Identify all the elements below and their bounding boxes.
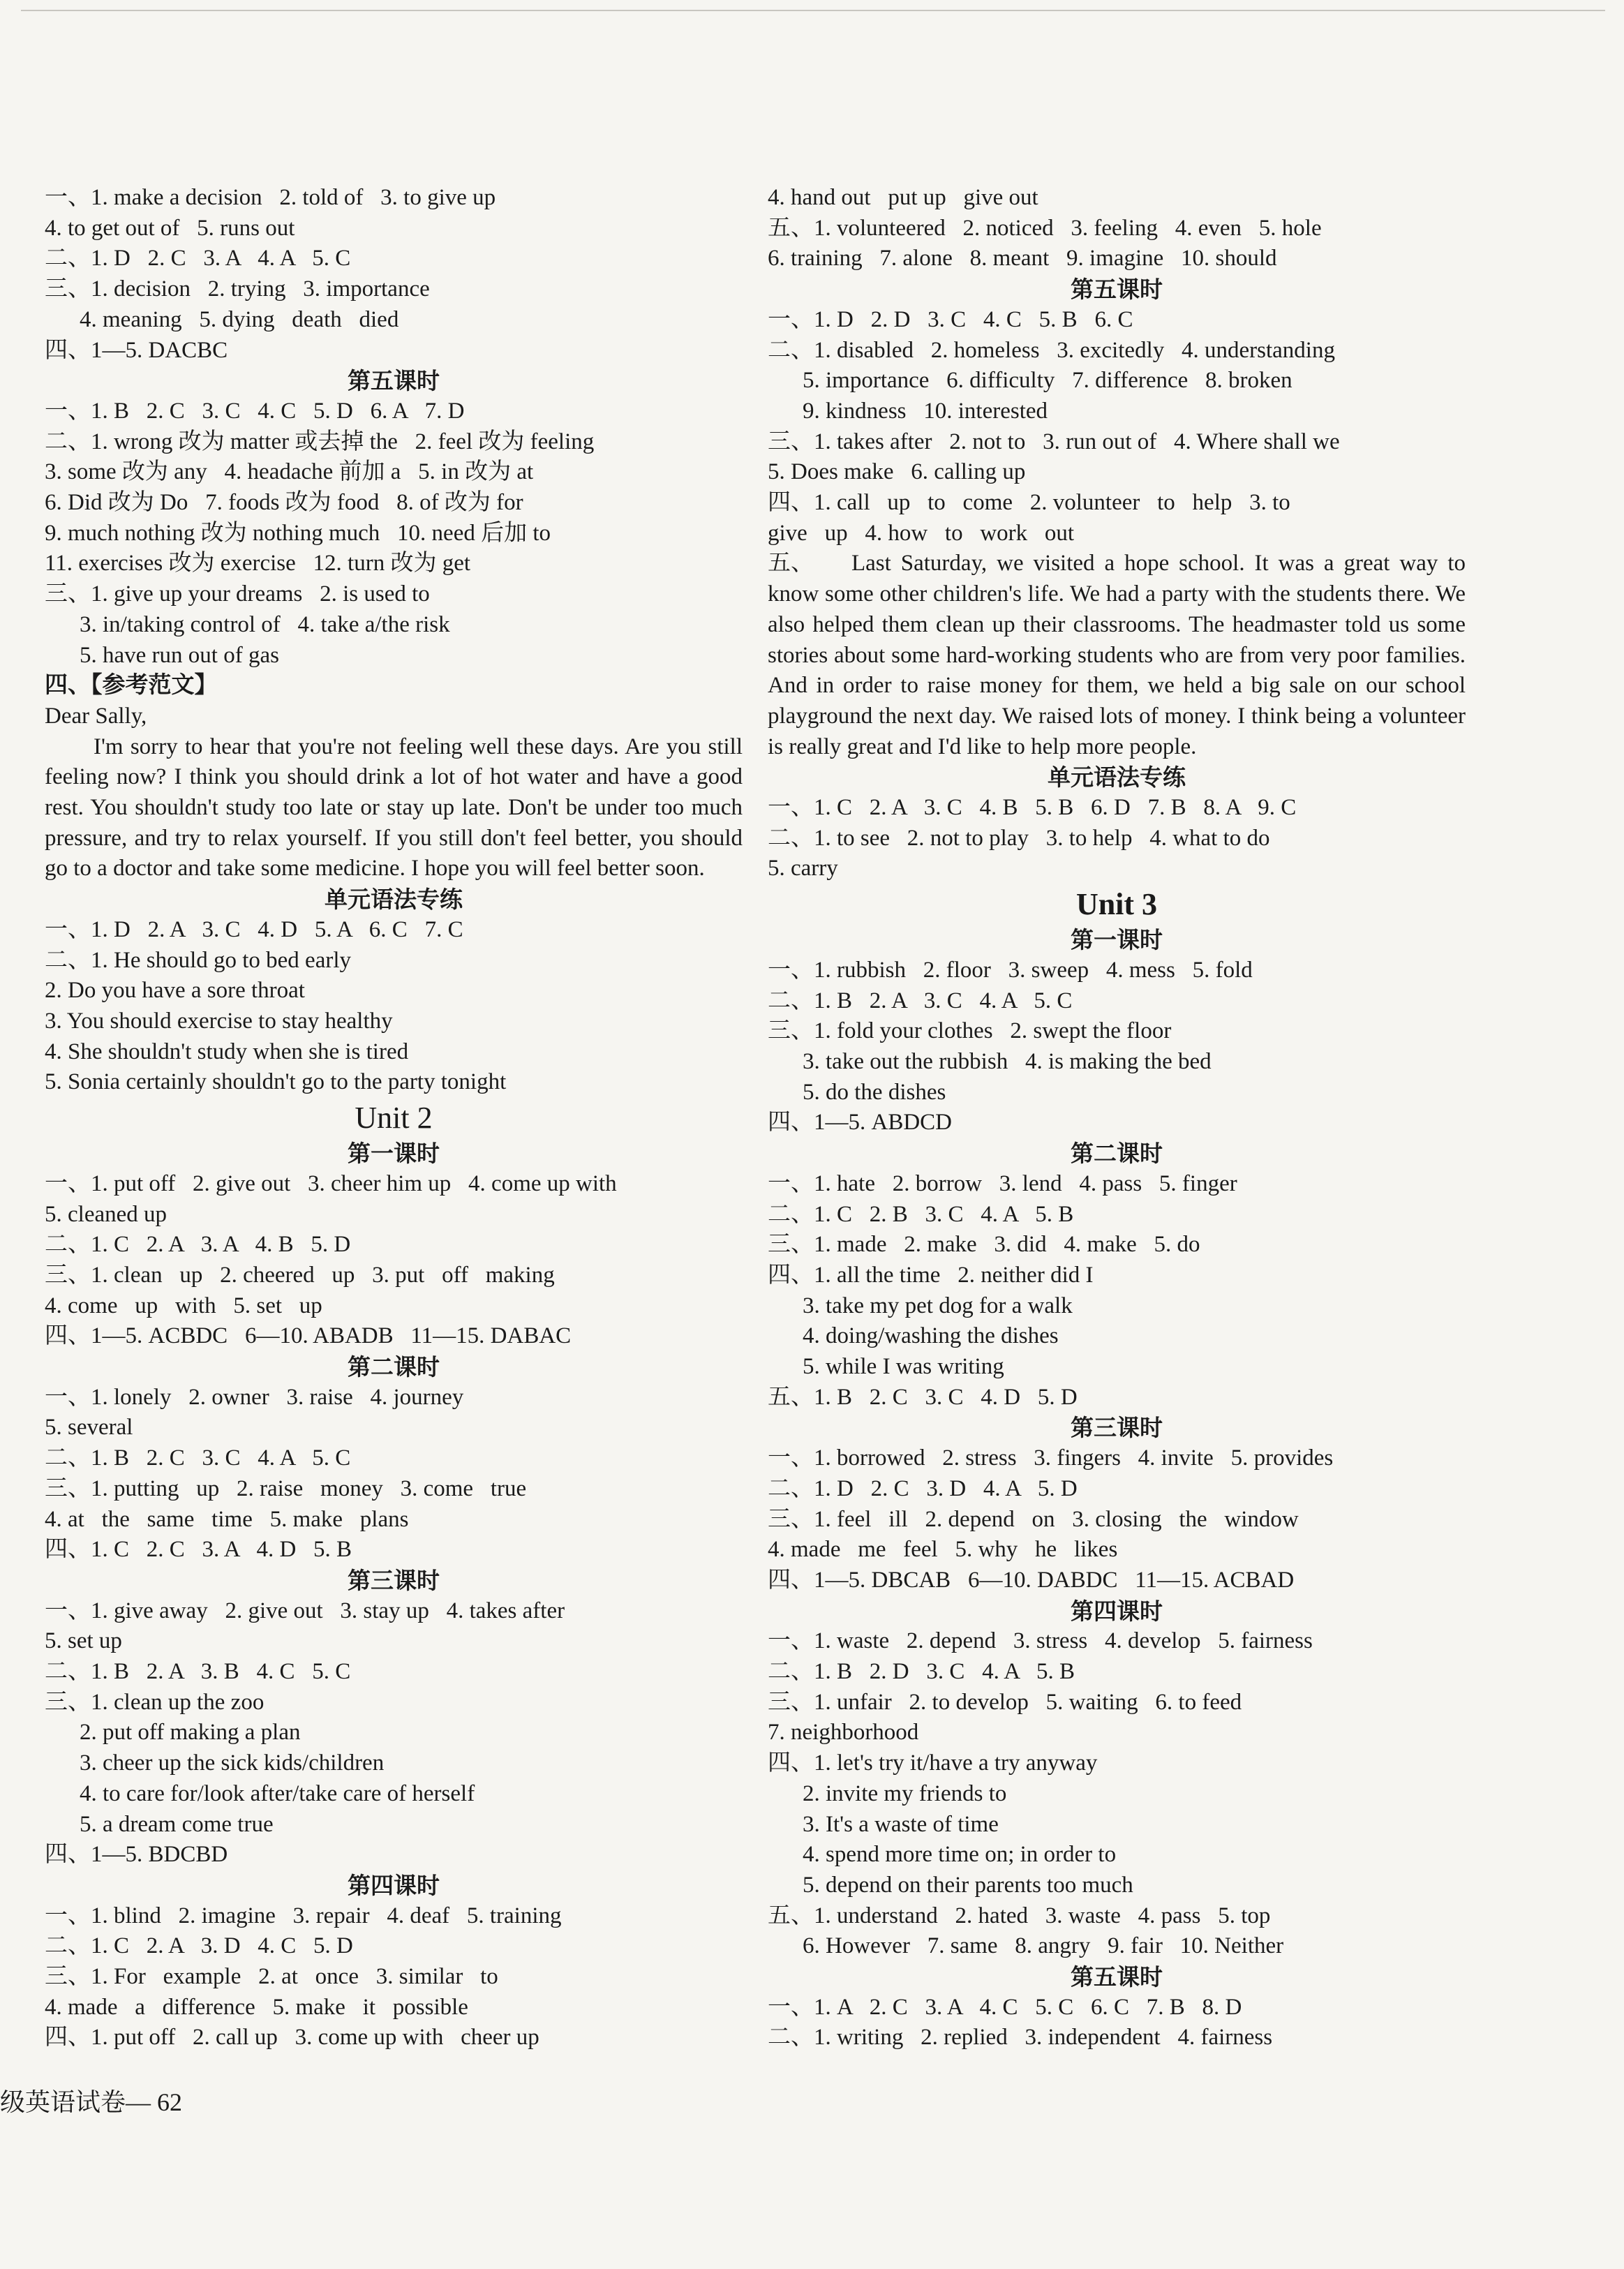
answer-line: 一、1. D 2. A 3. C 4. D 5. A 6. C 7. C [45,916,463,942]
answer-line: 3. take out the rubbish 4. is making the bed [803,1048,1212,1074]
answer-line: 三、1. feel ill 2. depend on 3. closing the window [768,1506,1299,1532]
answer-line: 二、1. B 2. C 3. C 4. A 5. C [45,1445,351,1471]
answer-line: 一、1. waste 2. depend 3. stress 4. develop 5. fairness [768,1628,1313,1654]
answer-line: 二、1. B 2. A 3. C 4. A 5. C [768,988,1073,1013]
answer-line: 三、1. takes after 2. not to 3. run out of 4. Where shall we [768,429,1340,454]
section-heading: 第三课时 [348,1566,440,1594]
answer-line: 四、1. put off 2. call up 3. come up with cheer up [45,2025,539,2051]
answer-line: 一、1. borrowed 2. stress 3. fingers 4. invite 5. provides [768,1445,1334,1471]
answer-line: 四、1. C 2. C 3. A 4. D 5. B [45,1537,352,1563]
answer-line: 4. to care for/look after/take care of herself [80,1780,475,1806]
answer-line: give up 4. how to work out [768,520,1075,546]
answer-line: 一、1. hate 2. borrow 3. lend 4. pass 5. finger [768,1170,1237,1196]
answer-line: 5. Sonia certainly shouldn't go to the party tonight [45,1069,507,1095]
top-edge-line [21,10,1605,11]
answer-line: 二、1. C 2. B 3. C 4. A 5. B [768,1201,1074,1227]
answer-line: 三、1. made 2. make 3. did 4. make 5. do [768,1232,1200,1258]
section-heading: 第四课时 [348,1871,440,1899]
answer-line: 6. Did 改为 Do 7. foods 改为 food 8. of 改为 for [45,490,523,516]
answer-line: 9. much nothing 改为 nothing much 10. need 后加 to [45,520,551,546]
answer-line: 一、1. blind 2. imagine 3. repair 4. deaf 5. training [45,1903,562,1928]
unit-title: Unit 3 [1075,887,1158,922]
answer-line: 二、1. B 2. D 3. C 4. A 5. B [768,1659,1075,1685]
answer-line: 四、1—5. ACBDC 6—10. ABADB 11—15. DABAC [45,1323,572,1349]
answer-line: 5. have run out of gas [80,642,279,668]
answer-line: 五、1. B 2. C 3. C 4. D 5. D [768,1384,1078,1410]
answer-line: 4. hand out put up give out [768,185,1038,210]
answer-line: 三、1. clean up 2. cheered up 3. put off making [45,1262,555,1288]
answer-line: 5. importance 6. difficulty 7. difference 8. broken [803,368,1293,394]
answer-line: 4. meaning 5. dying death died [80,306,399,332]
section-heading: 第一课时 [348,1140,440,1168]
section-heading: 第一课时 [1071,926,1163,954]
section-heading: 第二课时 [1071,1140,1163,1168]
answer-line: 9. kindness 10. interested [803,398,1048,424]
answer-line: 4. at the same time 5. make plans [45,1506,409,1532]
answer-line: 二、1. to see 2. not to play 3. to help 4. what to do [768,825,1270,851]
sample-essay: 五、 Last Saturday, we visited a hope school. It was a great way to know some other children's life. We had a party with the students there. We also helped them clean up their classrooms. The headmaster told us some stories about some hard-working students who are from very poor families. And in order to raise money for them, we held a big sale on our school playground the next day. We raised lots of money. I think being a volunteer is really great and I'd like to help more people. [768,551,1466,759]
answer-line: 三、1. decision 2. trying 3. importance [45,276,430,302]
answer-line: 5. several [45,1415,133,1441]
section-heading: 第五课时 [1071,276,1163,304]
answer-line: 2. invite my friends to [803,1780,1007,1806]
answer-line: 四、1—5. BDCBD [45,1842,228,1868]
answer-line: 5. cleaned up [45,1201,167,1227]
answer-line: 四、【参考范文】 [45,673,218,699]
answer-line: 3. in/taking control of 4. take a/the risk [80,611,450,637]
left-answer-column [45,183,743,2053]
answer-line: 四、1. all the time 2. neither did I [768,1262,1094,1288]
answer-line: 7. neighborhood [768,1720,919,1746]
answer-line: 一、1. give away 2. give out 3. stay up 4. takes after [45,1598,565,1623]
answer-line: 5. set up [45,1628,122,1654]
answer-line: 2. Do you have a sore throat [45,978,305,1004]
answer-line: 11. exercises 改为 exercise 12. turn 改为 get [45,551,471,576]
answer-line: 3. cheer up the sick kids/children [80,1750,385,1776]
answer-line: 4. made a difference 5. make it possible [45,1994,468,2020]
answer-line: 二、1. D 2. C 3. D 4. A 5. D [768,1475,1078,1501]
section-heading: 第二课时 [348,1353,440,1381]
answer-line: 二、1. C 2. A 3. A 4. B 5. D [45,1232,351,1258]
answer-line: 二、1. He should go to bed early [45,947,352,973]
answer-line: 3. take my pet dog for a walk [803,1293,1073,1318]
answer-line: 5. Does make 6. calling up [768,459,1026,485]
answer-line: 一、1. A 2. C 3. A 4. C 5. C 6. C 7. B 8. D [768,1994,1242,2020]
answer-line: 4. come up with 5. set up [45,1293,322,1318]
answer-line: 5. do the dishes [803,1079,946,1105]
answer-line: 一、1. B 2. C 3. C 4. C 5. D 6. A 7. D [45,398,465,424]
section-heading: 单元语法专练 [325,886,463,914]
answer-line: 四、1. let's try it/have a try anyway [768,1750,1098,1776]
answer-line: Dear Sally, [45,703,147,729]
answer-line: 一、1. D 2. D 3. C 4. C 5. B 6. C [768,306,1133,332]
answer-line: 5. while I was writing [803,1354,1004,1380]
answer-line: 3. You should exercise to stay healthy [45,1008,393,1034]
answer-line: 三、1. unfair 2. to develop 5. waiting 6. to feed [768,1689,1242,1715]
answer-line: 6. training 7. alone 8. meant 9. imagine 10. should [768,246,1277,271]
answer-line: 二、1. D 2. C 3. A 4. A 5. C [45,246,351,271]
answer-line: 二、1. disabled 2. homeless 3. excitedly 4. understanding [768,337,1335,363]
sample-essay: I'm sorry to hear that you're not feeling well these days. Are you still feeling now? I think you should drink a lot of hot water and have a good rest. You shouldn't study too late or stay up late. Don't be under too much pressure, and try to relax yourself. If you still don't feel better, you should go to a doctor and take some medicine. I hope you will feel better soon. [45,734,743,881]
section-heading: 第五课时 [348,367,440,395]
answer-line: 四、1—5. ABDCD [768,1110,953,1136]
answer-line: 四、1—5. DBCAB 6—10. DABDC 11—15. ACBAD [768,1567,1295,1593]
answer-line: 一、1. C 2. A 3. C 4. B 5. B 6. D 7. B 8. A 9. C [768,795,1297,821]
section-heading: 第三课时 [1071,1414,1163,1442]
section-heading: 第四课时 [1071,1597,1163,1625]
answer-line: 2. put off making a plan [80,1720,301,1746]
answer-line: 三、1. give up your dreams 2. is used to [45,581,430,607]
answer-line: 5. a dream come true [80,1811,274,1837]
answer-line: 二、1. C 2. A 3. D 4. C 5. D [45,1933,353,1959]
answer-line: 五、1. volunteered 2. noticed 3. feeling 4. even 5. hole [768,215,1322,241]
answer-line: 4. made me feel 5. why he likes [768,1537,1118,1563]
answer-line: 5. depend on their parents too much [803,1872,1133,1898]
answer-line: 一、1. make a decision 2. told of 3. to give up [45,185,496,210]
answer-line: 6. However 7. same 8. angry 9. fair 10. Neither [803,1933,1284,1959]
section-heading: 单元语法专练 [1048,764,1186,791]
answer-line: 4. to get out of 5. runs out [45,215,295,241]
answer-line: 三、1. putting up 2. raise money 3. come true [45,1475,527,1501]
answer-line: 4. spend more time on; in order to [803,1842,1117,1868]
answer-line: 四、1—5. DACBC [45,337,228,363]
answer-line: 4. doing/washing the dishes [803,1323,1059,1349]
answer-line: 3. It's a waste of time [803,1811,999,1837]
page-footer: 级英语试卷— 62 [0,2088,183,2116]
answer-line: 三、1. fold your clothes 2. swept the floor [768,1018,1172,1044]
answer-line: 4. She shouldn't study when she is tired [45,1039,409,1064]
answer-line: 一、1. lonely 2. owner 3. raise 4. journey [45,1384,464,1410]
right-answer-column [768,183,1466,2053]
answer-line: 3. some 改为 any 4. headache 前加 a 5. in 改为 at [45,459,534,485]
answer-line: 四、1. call up to come 2. volunteer to help 3. to [768,490,1290,516]
answer-line: 三、1. clean up the zoo [45,1689,265,1715]
section-heading: 第五课时 [1071,1963,1163,1991]
answer-line: 二、1. writing 2. replied 3. independent 4. fairness [768,2025,1273,2051]
answer-line: 一、1. put off 2. give out 3. cheer him up 4. come up with [45,1170,617,1196]
answer-line: 5. carry [768,856,838,881]
answer-line: 二、1. B 2. A 3. B 4. C 5. C [45,1659,351,1685]
answer-line: 三、1. For example 2. at once 3. similar to [45,1964,498,1990]
answer-line: 五、1. understand 2. hated 3. waste 4. pass 5. top [768,1903,1271,1928]
answer-line: 二、1. wrong 改为 matter 或去掉 the 2. feel 改为 feeling [45,429,595,454]
unit-title: Unit 2 [355,1101,433,1136]
answer-line: 一、1. rubbish 2. floor 3. sweep 4. mess 5. fold [768,957,1253,983]
